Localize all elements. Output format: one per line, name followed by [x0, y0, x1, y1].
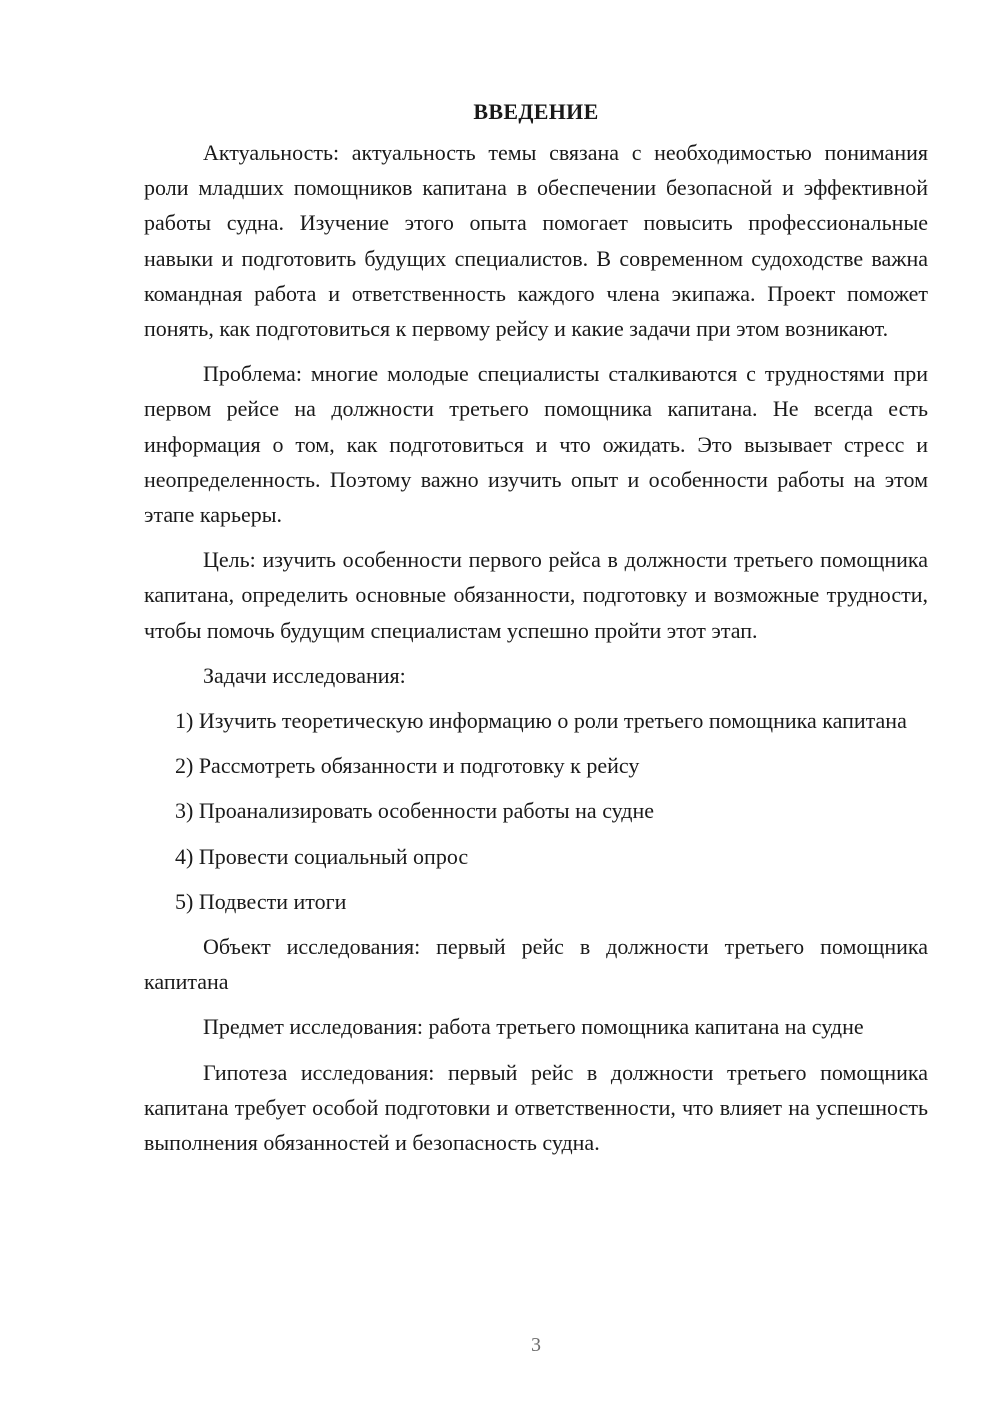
paragraph-relevance: Актуальность: актуальность темы связана с необходимостью понимания роли младших помощников капитана в обеспечении безопасной и эффективной работы судна. Изучение этого опыта помогает повысить профессиональные навыки и подготовить будущих специалистов. В современном судоходстве важна командная работа и ответственность каждого члена экипажа. Проект поможет понять, как подготовиться к первому рейсу и какие задачи при этом возникают.: [144, 140, 928, 342]
task-item-3: 3) Проанализировать особенности работы на судне: [175, 798, 655, 824]
paragraph-subject: Предмет исследования: работа третьего помощника капитана на судне: [203, 1014, 864, 1040]
page-content: [144, 94, 928, 1170]
paragraph-hypothesis: Гипотеза исследования: первый рейс в должности третьего помощника капитана требует особой подготовки и ответственности, что влияет на успешность выполнения обязанностей и безопасность судна.: [144, 1059, 928, 1156]
paragraph-goal: Цель: изучить особенности первого рейса в должности третьего помощника капитана, определить основные обязанности, подготовку и возможные трудности, чтобы помочь будущим специалистам успешно пройти этот этап.: [144, 547, 928, 643]
section-title: ВВЕДЕНИЕ: [473, 99, 599, 124]
task-item-1: 1) Изучить теоретическую информацию о роли третьего помощника капитана: [175, 708, 907, 734]
paragraph-object: Объект исследования: первый рейс в должности третьего помощника капитана: [144, 934, 928, 995]
paragraph-problem: Проблема: многие молодые специалисты сталкиваются с трудностями при первом рейсе на должности третьего помощника капитана. Не всегда есть информация о том, как подготовиться и что ожидать. Это вызывает стресс и неопределенность. Поэтому важно изучить опыт и особенности работы на этом этапе карьеры.: [144, 361, 928, 528]
tasks-heading: Задачи исследования:: [203, 662, 406, 688]
task-item-2: 2) Рассмотреть обязанности и подготовку к рейсу: [175, 753, 640, 779]
page-number: 3: [531, 1334, 541, 1356]
task-item-5: 5) Подвести итоги: [175, 888, 347, 914]
task-item-4: 4) Провести социальный опрос: [175, 843, 469, 869]
